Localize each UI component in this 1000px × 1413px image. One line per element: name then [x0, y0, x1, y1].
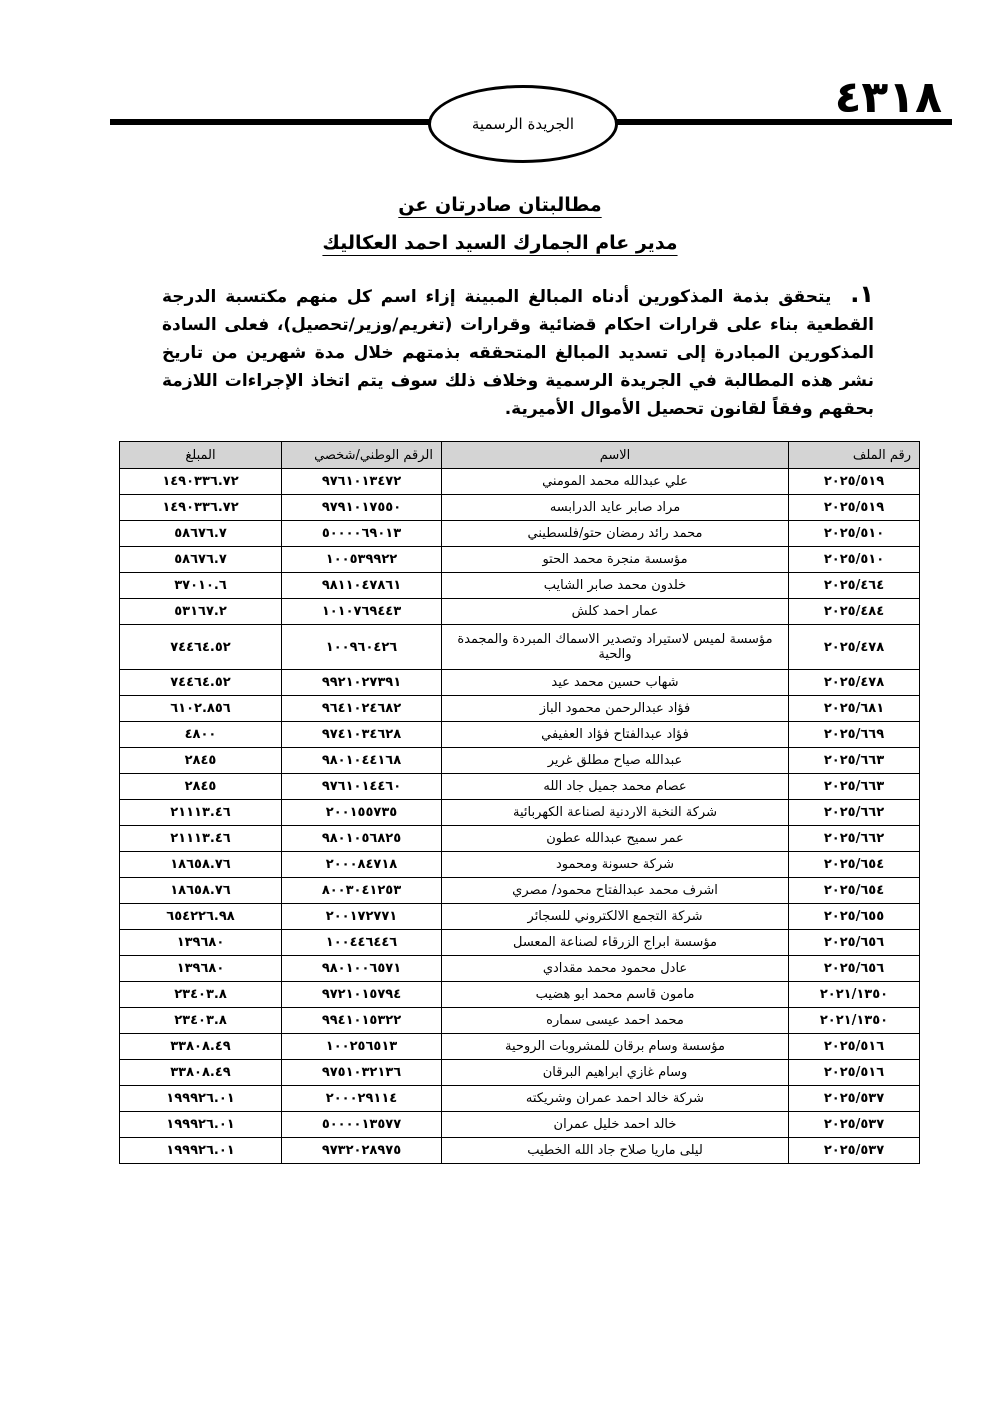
cell-amount: ٢١١١٣.٤٦ [120, 800, 282, 826]
cell-amount: ٦٥٤٢٢٦.٩٨ [120, 904, 282, 930]
cell-amount: ٣٣٨٠٨.٤٩ [120, 1034, 282, 1060]
cell-file: ٢٠٢٥/٥١٩ [789, 469, 920, 495]
table-body [120, 469, 920, 1164]
cell-name: عمار احمد كلش [442, 599, 789, 625]
cell-national-id: ٩٨٠١٠٤٤١٦٨ [282, 748, 442, 774]
cell-amount: ١٩٩٩٢٦.٠١ [120, 1112, 282, 1138]
cell-national-id: ٩٧٦١٠١٣٤٧٢ [282, 469, 442, 495]
cell-national-id: ٩٨٠١٠٠٦٥٧١ [282, 956, 442, 982]
cell-file: ٢٠٢٥/٥٣٧ [789, 1138, 920, 1164]
cell-name: مراد صابر عايد الدرابسه [442, 495, 789, 521]
cell-file: ٢٠٢٥/٦٦٢ [789, 826, 920, 852]
cell-file: ٢٠٢٥/٦٥٥ [789, 904, 920, 930]
cell-name: فؤاد عبدالرحمن محمود الباز [442, 696, 789, 722]
cell-file: ٢٠٢٥/٥١٦ [789, 1060, 920, 1086]
cell-name: عادل محمود محمد مقدادي [442, 956, 789, 982]
cell-national-id: ٩٧٢١٠١٥٧٩٤ [282, 982, 442, 1008]
cell-amount: ١٩٩٩٢٦.٠١ [120, 1138, 282, 1164]
table-row [120, 1086, 920, 1112]
cell-name: وسام غازي ابراهيم البرقان [442, 1060, 789, 1086]
cell-file: ٢٠٢٥/٦٥٤ [789, 852, 920, 878]
cell-national-id: ١٠٠٩٦٠٤٢٦ [282, 625, 442, 670]
cell-name: شركة خالد احمد عمران وشريكته [442, 1086, 789, 1112]
cell-national-id: ٢٠٠٠٨٤٧١٨ [282, 852, 442, 878]
header-national-id: الرقم الوطني/شخصي [282, 442, 442, 469]
table-row [120, 469, 920, 495]
cell-national-id: ٢٠٠١٧٢٧٧١ [282, 904, 442, 930]
intro-text: يتحقق بذمة المذكورين أدناه المبالغ المبينة إزاء اسم كل منهم مكتسبة الدرجة القطعية بناء على قرارات احكام قضائية وقرارات (تغريم/وزير/تحصيل)، فعلى السادة المذكورين المبادرة إلى تسديد المبالغ المتحققه بذمتهم خلال مدة شهرين من تاريخ نشر هذه المطالبة في الجريدة الرسمية وخلاف ذلك سوف يتم اتخاذ الإجراءات اللازمة بحقهم وفقاً لقانون تحصيل الأموال الأميرية. [162, 287, 874, 419]
cell-name: عمر سميح عبدالله عطون [442, 826, 789, 852]
cell-amount: ١٨٦٥٨.٧٦ [120, 878, 282, 904]
gazette-name-oval [428, 85, 618, 163]
cell-national-id: ٢٠٠١٥٥٧٣٥ [282, 800, 442, 826]
title-line-2: مدير عام الجمارك السيد احمد العكاليك [322, 232, 678, 254]
cell-amount: ١٤٩٠٣٣٦.٧٢ [120, 495, 282, 521]
cell-name: مؤسسة وسام برقان للمشروبات الروحية [442, 1034, 789, 1060]
cell-national-id: ٥٠٠٠٠١٣٥٧٧ [282, 1112, 442, 1138]
title-line-1: مطالبتان صادرتان عن [398, 194, 602, 216]
cell-national-id: ٨٠٠٣٠٤١٢٥٣ [282, 878, 442, 904]
cell-file: ٢٠٢٥/٥١٦ [789, 1034, 920, 1060]
table-row [120, 1138, 920, 1164]
cell-name: علي عبدالله محمد المومني [442, 469, 789, 495]
cell-file: ٢٠٢٥/٥٣٧ [789, 1112, 920, 1138]
cell-amount: ١٣٩٦٨٠ [120, 930, 282, 956]
header-amount: المبلغ [120, 442, 282, 469]
table-row [120, 521, 920, 547]
cell-file: ٢٠٢٥/٥١٩ [789, 495, 920, 521]
cell-name: خلدون محمد صابر الشايب [442, 573, 789, 599]
table-row [120, 1034, 920, 1060]
cell-name: خالد احمد خليل عمران [442, 1112, 789, 1138]
cell-name: عبدالله صياح مطلق غرير [442, 748, 789, 774]
cell-file: ٢٠٢٥/٦٨١ [789, 696, 920, 722]
table-row [120, 696, 920, 722]
cell-file: ٢٠٢٥/٤٧٨ [789, 625, 920, 670]
cell-national-id: ٩٧٥١٠٣٢١٣٦ [282, 1060, 442, 1086]
cell-name: اشرف محمد عبدالفتاح محمود/ مصري [442, 878, 789, 904]
cell-amount: ٢٨٤٥ [120, 748, 282, 774]
cell-amount: ٣٣٨٠٨.٤٩ [120, 1060, 282, 1086]
cell-amount: ٤٨٠٠ [120, 722, 282, 748]
cell-amount: ٢٣٤٠٣.٨ [120, 1008, 282, 1034]
cell-file: ٢٠٢٥/٦٦٣ [789, 748, 920, 774]
table-row [120, 1008, 920, 1034]
cell-amount: ٦١٠٢.٨٥٦ [120, 696, 282, 722]
cell-file: ٢٠٢٥/٦٥٦ [789, 956, 920, 982]
cell-name: مؤسسة لميس لاستيراد وتصدير الاسماك المبردة والمجمدة والحية [442, 625, 789, 670]
gazette-name: الجريدة الرسمية [471, 115, 575, 133]
cell-name: شركة حسونة ومحمود [442, 852, 789, 878]
table-row [120, 547, 920, 573]
table-row [120, 982, 920, 1008]
table-header-row [120, 442, 920, 469]
claims-table [119, 441, 920, 1164]
cell-file: ٢٠٢٥/٤٧٨ [789, 670, 920, 696]
cell-file: ٢٠٢٥/٦٥٦ [789, 930, 920, 956]
cell-national-id: ١٠١٠٧٦٩٤٤٣ [282, 599, 442, 625]
cell-national-id: ٩٨٠١٠٥٦٨٢٥ [282, 826, 442, 852]
cell-file: ٢٠٢٥/٤٨٤ [789, 599, 920, 625]
cell-amount: ٢٣٤٠٣.٨ [120, 982, 282, 1008]
cell-amount: ١٤٩٠٣٣٦.٧٢ [120, 469, 282, 495]
cell-amount: ١٨٦٥٨.٧٦ [120, 852, 282, 878]
cell-name: شركة التجمع الالكتروني للسجائر [442, 904, 789, 930]
cell-name: عصام محمد جميل جاد الله [442, 774, 789, 800]
cell-file: ٢٠٢٥/٦٦٩ [789, 722, 920, 748]
cell-file: ٢٠٢٥/٦٥٤ [789, 878, 920, 904]
cell-amount: ١٩٩٩٢٦.٠١ [120, 1086, 282, 1112]
table-row [120, 573, 920, 599]
cell-amount: ٣٧٠١٠.٦ [120, 573, 282, 599]
cell-file: ٢٠٢١/١٣٥٠ [789, 1008, 920, 1034]
cell-national-id: ١٠٠٢٥٦٥١٣ [282, 1034, 442, 1060]
cell-file: ٢٠٢٥/٥١٠ [789, 521, 920, 547]
cell-file: ٢٠٢٥/٥١٠ [789, 547, 920, 573]
cell-national-id: ٩٨١١٠٤٧٨٦١ [282, 573, 442, 599]
header-name: الاسم [442, 442, 789, 469]
cell-name: فؤاد عبدالفتاح فؤاد العفيفي [442, 722, 789, 748]
table-row [120, 599, 920, 625]
table-row [120, 625, 920, 670]
table-row [120, 800, 920, 826]
page-number: ٤٣١٨ [834, 72, 942, 123]
cell-name: مؤسسة منجرة محمد الحتو [442, 547, 789, 573]
intro-number: ١. [850, 280, 875, 308]
cell-amount: ٧٤٤٦٤.٥٢ [120, 670, 282, 696]
cell-amount: ٢١١١٣.٤٦ [120, 826, 282, 852]
cell-national-id: ٩٧٦١٠١٤٤٦٠ [282, 774, 442, 800]
cell-national-id: ٩٩٤١٠١٥٣٢٢ [282, 1008, 442, 1034]
cell-national-id: ٥٠٠٠٠٦٩٠١٣ [282, 521, 442, 547]
table-row [120, 748, 920, 774]
cell-file: ٢٠٢٥/٦٦٢ [789, 800, 920, 826]
table-row [120, 826, 920, 852]
table-row [120, 670, 920, 696]
table-row [120, 852, 920, 878]
cell-national-id: ٩٩٢١٠٢٧٣٩١ [282, 670, 442, 696]
cell-name: محمد رائد رمضان حتو/فلسطيني [442, 521, 789, 547]
cell-file: ٢٠٢٥/٦٦٣ [789, 774, 920, 800]
header-file: رقم الملف [789, 442, 920, 469]
cell-name: شهاب حسين محمد عيد [442, 670, 789, 696]
cell-national-id: ٩٦٤١٠٢٤٦٨٢ [282, 696, 442, 722]
table-row [120, 722, 920, 748]
cell-file: ٢٠٢١/١٣٥٠ [789, 982, 920, 1008]
cell-amount: ١٣٩٦٨٠ [120, 956, 282, 982]
table-row [120, 495, 920, 521]
table-row [120, 1112, 920, 1138]
table-row [120, 878, 920, 904]
cell-name: محمد احمد عيسى سماره [442, 1008, 789, 1034]
cell-name: مامون قاسم محمد ابو هضيب [442, 982, 789, 1008]
cell-file: ٢٠٢٥/٥٣٧ [789, 1086, 920, 1112]
cell-amount: ٥٨٦٧٦.٧ [120, 521, 282, 547]
cell-national-id: ٢٠٠٠٢٩١١٤ [282, 1086, 442, 1112]
cell-amount: ٥٣١٦٧.٢ [120, 599, 282, 625]
table-row [120, 904, 920, 930]
cell-national-id: ١٠٠٥٣٩٩٢٢ [282, 547, 442, 573]
cell-amount: ٧٤٤٦٤.٥٢ [120, 625, 282, 670]
cell-file: ٢٠٢٥/٤٦٤ [789, 573, 920, 599]
table-row [120, 956, 920, 982]
cell-name: ليلى ماريا صلاح جاد الله الخطيب [442, 1138, 789, 1164]
cell-amount: ٢٨٤٥ [120, 774, 282, 800]
cell-name: شركة النخبة الاردنية لصناعة الكهربائية [442, 800, 789, 826]
table-row [120, 930, 920, 956]
cell-national-id: ٩٧٣٢٠٢٨٩٧٥ [282, 1138, 442, 1164]
table-row [120, 1060, 920, 1086]
cell-national-id: ٩٧٤١٠٣٤٦٢٨ [282, 722, 442, 748]
cell-amount: ٥٨٦٧٦.٧ [120, 547, 282, 573]
notice-titles [0, 186, 1000, 262]
table-row [120, 774, 920, 800]
cell-national-id: ١٠٠٤٤٦٤٤٦ [282, 930, 442, 956]
cell-national-id: ٩٧٩١٠١٧٥٥٠ [282, 495, 442, 521]
intro-paragraph [162, 280, 874, 423]
cell-name: مؤسسة ابراج الزرقاء لصناعة المعسل [442, 930, 789, 956]
